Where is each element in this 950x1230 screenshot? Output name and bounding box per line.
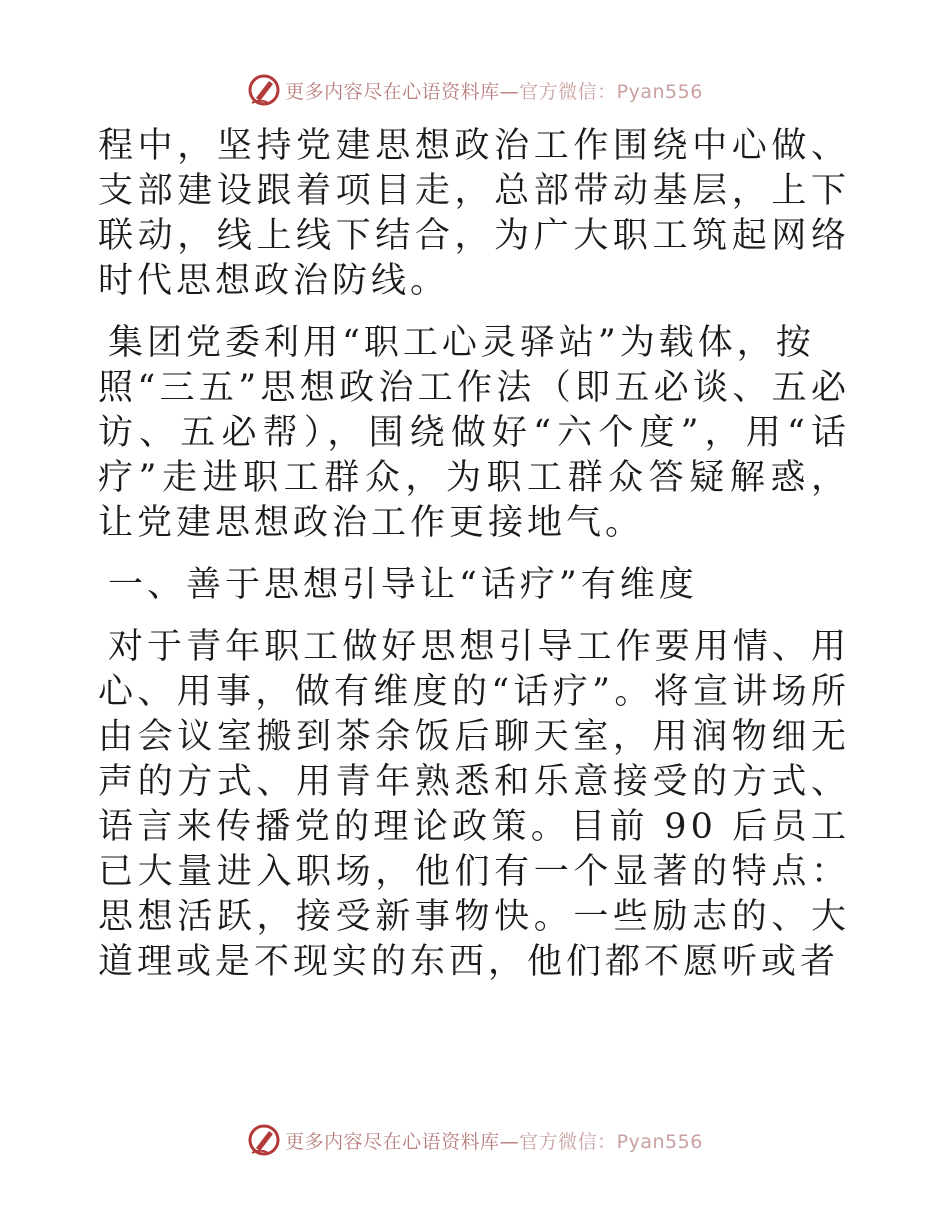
paragraph-1: 程中，坚持党建思想政治工作围绕中心做、支部建设跟着项目走，总部带动基层，上下联动，线上线下结合，为广大职工筑起网络时代思想政治防线。: [98, 126, 850, 301]
banner-text: [285, 1127, 703, 1154]
footer-banner: [0, 1120, 950, 1160]
banner-text: [285, 77, 703, 104]
header-banner: [0, 70, 950, 110]
banner-wechat: 官方微信：Pyan556: [519, 1130, 703, 1153]
pen-circle-logo-icon: [247, 1123, 281, 1157]
paragraph-4: 对于青年职工做好思想引导工作要用情、用心、用事，做有维度的“话疗”。将宣讲场所由会议室搬到茶余饭后聊天室，用润物细无声的方式、用青年熟悉和乐意接受的方式、语言来传播党的理论政策。目前 90 后员工已大量进入职场，他们有一个显著的特点：思想活跃，接受新事物快。一些励志的、大道理或是不现实的东西，他们都不愿听或者: [98, 627, 850, 982]
paragraph-2: 集团党委利用“职工心灵驿站”为载体，按: [108, 323, 815, 363]
banner-text-main: 更多内容尽在心语资料库—: [285, 80, 520, 103]
section-heading: 一、善于思想引导让“话疗”有维度: [108, 565, 698, 605]
document-body: [98, 124, 850, 985]
paragraph-3: 照“三五”思想政治工作法（即五必谈、五必访、五必帮），围绕做好“六个度”，用“话疗”走进职工群众，为职工群众答疑解惑，让党建思想政治工作更接地气。: [98, 368, 850, 543]
banner-wechat: 官方微信：Pyan556: [519, 80, 703, 103]
banner-text-main: 更多内容尽在心语资料库—: [285, 1130, 520, 1153]
pen-circle-logo-icon: [247, 73, 281, 107]
